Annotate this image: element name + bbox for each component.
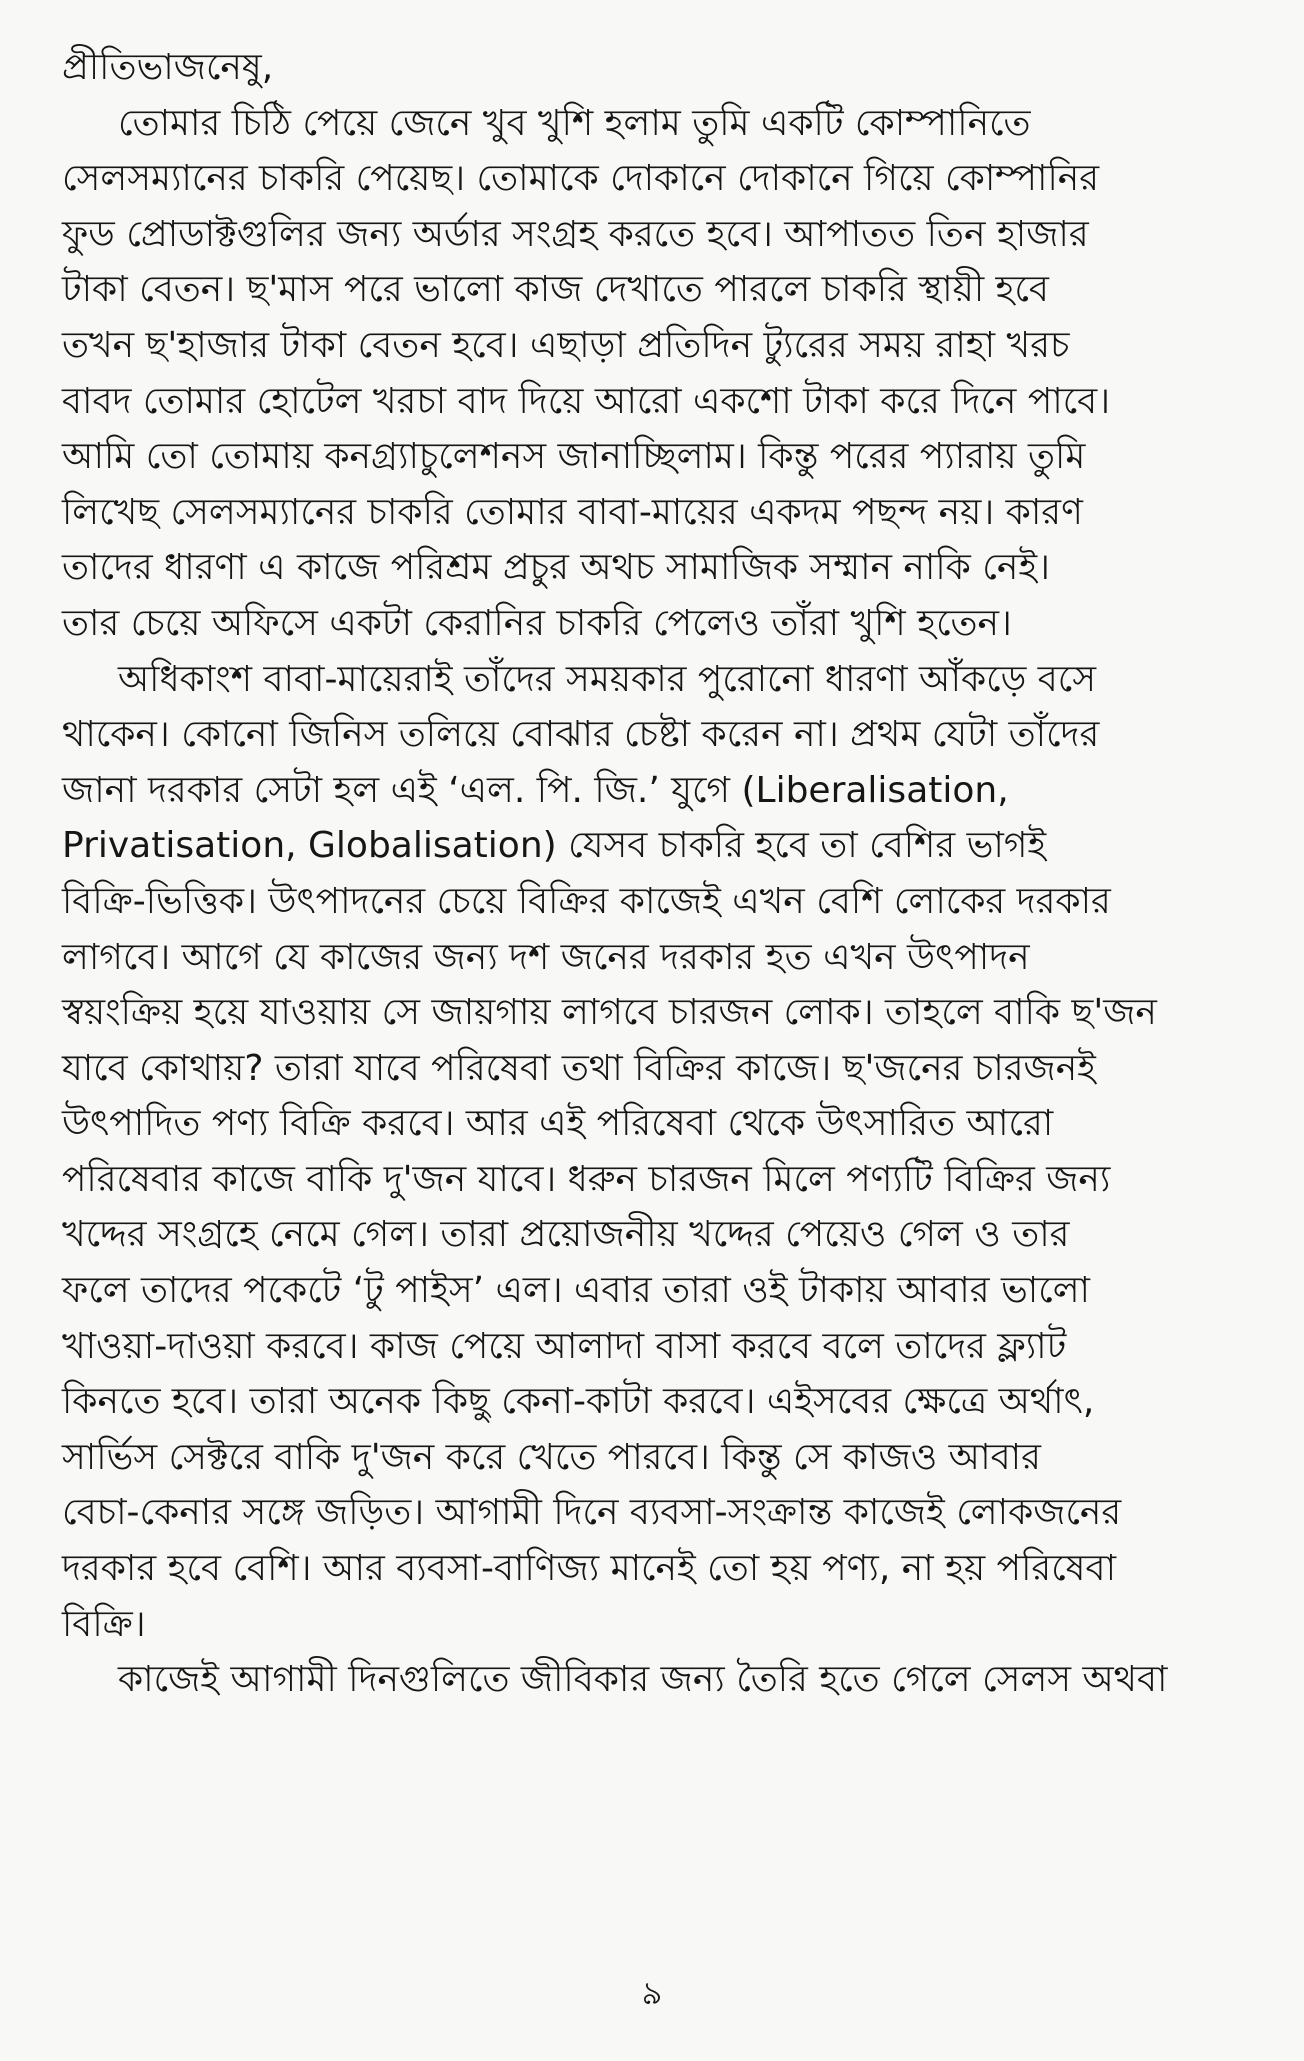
text-line: তখন ছ'হাজার টাকা বেতন হবে। এছাড়া প্রতিদিন ট্যুরের সময় রাহা খরচ xyxy=(62,324,1070,366)
text-line: দরকার হবে বেশি। আর ব্যবসা-বাণিজ্য মানেই তো হয় পণ্য, না হয় পরিষেবা xyxy=(62,1548,1117,1590)
text-line: স্বয়ংক্রিয় হয়ে যাওয়ায় সে জায়গায় লাগবে চারজন লোক। তাহলে বাকি ছ'জন xyxy=(62,992,1157,1034)
text-line: উৎপাদিত পণ্য বিক্রি করবে। আর এই পরিষেবা থেকে উৎসারিত আরো xyxy=(62,1103,1054,1145)
text-line: বিক্রি। xyxy=(62,1603,146,1645)
text-line: কিনতে হবে। তারা অনেক কিছু কেনা-কাটা করবে। এইসবের ক্ষেত্রে অর্থাৎ, xyxy=(62,1381,1095,1423)
text-line: বাবদ তোমার হোটেল খরচা বাদ দিয়ে আরো একশো টাকা করে দিনে পাবে। xyxy=(62,380,1111,422)
text-line: কাজেই আগামী দিনগুলিতে জীবিকার জন্য তৈরি হতে গেলে সেলস অথবা xyxy=(118,1659,1168,1701)
text-line: জানা দরকার সেটা হল এই ‘এল. পি. জি.’ যুগে (Liberalisation, xyxy=(62,769,1009,811)
text-line: ফুড প্রোডাক্টগুলির জন্য অর্ডার সংগ্রহ করতে হবে। আপাতত তিন হাজার xyxy=(62,213,1089,255)
text-line: Privatisation, Globalisation) যেসব চাকরি হবে তা বেশির ভাগই xyxy=(62,825,1047,867)
text-line: তার চেয়ে অফিসে একটা কেরানির চাকরি পেলেও তাঁরা খুশি হতেন। xyxy=(62,602,1012,644)
text-line: পরিষেবার কাজে বাকি দু'জন যাবে। ধরুন চারজন মিলে পণ্যটি বিক্রির জন্য xyxy=(62,1158,1111,1200)
text-line: লিখেছ সেলসম্যানের চাকরি তোমার বাবা-মায়ের একদম পছন্দ নয়। কারণ xyxy=(62,491,1083,533)
text-line: খদ্দের সংগ্রহে নেমে গেল। তারা প্রয়োজনীয় খদ্দের পেয়েও গেল ও তার xyxy=(62,1214,1070,1256)
page-number: ৯ xyxy=(641,1974,663,2012)
text-line: লাগবে। আগে যে কাজের জন্য দশ জনের দরকার হত এখন উৎপাদন xyxy=(62,936,1030,978)
text-line: বেচা-কেনার সঙ্গে জড়িত। আগামী দিনে ব্যবসা-সংক্রান্ত কাজেই লোকজনের xyxy=(62,1492,1122,1534)
salutation: প্রীতিভাজনেষু, xyxy=(62,47,274,88)
text-line: ফলে তাদের পকেটে ‘টু পাইস’ এল। এবার তারা ওই টাকায় আবার ভালো xyxy=(62,1270,1090,1312)
text-line: তাদের ধারণা এ কাজে পরিশ্রম প্রচুর অথচ সামাজিক সম্মান নাকি নেই। xyxy=(62,547,1050,589)
letter-body xyxy=(62,40,1242,1708)
text-line: থাকেন। কোনো জিনিস তলিয়ে বোঝার চেষ্টা করেন না। প্রথম যেটা তাঁদের xyxy=(62,714,1100,756)
text-line: টাকা বেতন। ছ'মাস পরে ভালো কাজ দেখাতে পারলে চাকরি স্থায়ী হবে xyxy=(62,269,1049,311)
text-line: খাওয়া-দাওয়া করবে। কাজ পেয়ে আলাদা বাসা করবে বলে তাদের ফ্ল্যাট xyxy=(62,1325,1067,1367)
text-line: তোমার চিঠি পেয়ে জেনে খুব খুশি হলাম তুমি একটি কোম্পানিতে xyxy=(118,102,1031,144)
text-line: যাবে কোথায়? তারা যাবে পরিষেবা তথা বিক্রির কাজে। ছ'জনের চারজনই xyxy=(62,1047,1096,1089)
text-line: আমি তো তোমায় কনগ্র্যাচুলেশনস জানাচ্ছিলাম। কিন্তু পরের প্যারায় তুমি xyxy=(62,436,1086,478)
text-line: বিক্রি-ভিত্তিক। উৎপাদনের চেয়ে বিক্রির কাজেই এখন বেশি লোকের দরকার xyxy=(62,880,1111,922)
text-line: অধিকাংশ বাবা-মায়েরাই তাঁদের সময়কার পুরোনো ধারণা আঁকড়ে বসে xyxy=(118,658,1097,700)
text-line: সার্ভিস সেক্টরে বাকি দু'জন করে খেতে পারবে। কিন্তু সে কাজও আবার xyxy=(62,1436,1041,1478)
text-line: সেলসম্যানের চাকরি পেয়েছ। তোমাকে দোকানে দোকানে গিয়ে কোম্পানির xyxy=(62,158,1100,200)
